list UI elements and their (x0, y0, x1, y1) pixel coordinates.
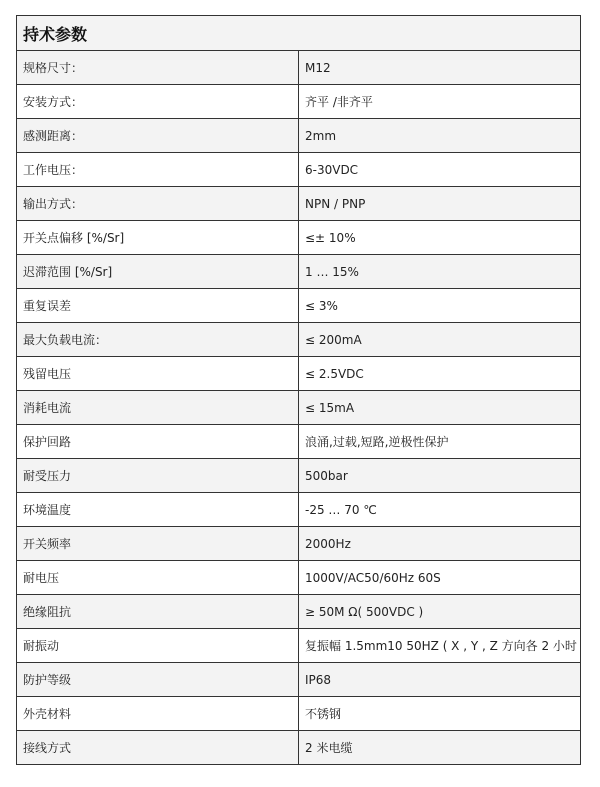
table-row (17, 119, 581, 153)
row-label: 输出方式： (17, 187, 299, 221)
row-value: ≤ 2.5VDC (299, 357, 581, 391)
table-row (17, 527, 581, 561)
row-value: ≤ 3% (299, 289, 581, 323)
table-row (17, 357, 581, 391)
row-label: 残留电压 (17, 357, 299, 391)
table-header-row (17, 16, 581, 51)
table-row (17, 85, 581, 119)
row-value: 2mm (299, 119, 581, 153)
spec-table (16, 15, 581, 765)
row-label: 最大负载电流： (17, 323, 299, 357)
row-label: 环境温度 (17, 493, 299, 527)
row-label: 感测距离： (17, 119, 299, 153)
row-value: ≤ 200mA (299, 323, 581, 357)
row-value: 复振幅 1.5mm10 50HZ ( X , Y , Z 方向各 2 小时 (299, 629, 581, 663)
table-row (17, 255, 581, 289)
row-value: 不锈钢 (299, 697, 581, 731)
table-row (17, 697, 581, 731)
row-label: 工作电压： (17, 153, 299, 187)
row-value: ≤ 15mA (299, 391, 581, 425)
row-label: 耐电压 (17, 561, 299, 595)
table-title: 持术参数 (17, 16, 581, 51)
row-value: M12 (299, 51, 581, 85)
row-value: 2000Hz (299, 527, 581, 561)
row-value: ≤± 10% (299, 221, 581, 255)
row-value: ≥ 50M Ω( 500VDC ) (299, 595, 581, 629)
row-value: 2 米电缆 (299, 731, 581, 765)
row-value: 齐平 /非齐平 (299, 85, 581, 119)
row-label: 迟滞范围 [%/Sr] (17, 255, 299, 289)
row-value: NPN / PNP (299, 187, 581, 221)
row-value: IP68 (299, 663, 581, 697)
table-row (17, 425, 581, 459)
table-row (17, 187, 581, 221)
row-label: 外壳材料 (17, 697, 299, 731)
table-row (17, 561, 581, 595)
table-row (17, 493, 581, 527)
row-label: 开关点偏移 [%/Sr] (17, 221, 299, 255)
table-row (17, 51, 581, 85)
table-row (17, 663, 581, 697)
row-label: 防护等级 (17, 663, 299, 697)
row-label: 接线方式 (17, 731, 299, 765)
row-label: 开关频率 (17, 527, 299, 561)
table-row (17, 629, 581, 663)
row-value: -25 … 70 ℃ (299, 493, 581, 527)
row-label: 安装方式： (17, 85, 299, 119)
row-label: 耐受压力 (17, 459, 299, 493)
spec-table-body (17, 16, 581, 765)
row-value: 6-30VDC (299, 153, 581, 187)
row-value: 1 … 15% (299, 255, 581, 289)
row-label: 保护回路 (17, 425, 299, 459)
table-row (17, 459, 581, 493)
table-row (17, 595, 581, 629)
table-row (17, 153, 581, 187)
table-row (17, 323, 581, 357)
row-label: 重复误差 (17, 289, 299, 323)
row-label: 耐振动 (17, 629, 299, 663)
table-row (17, 731, 581, 765)
row-label: 规格尺寸： (17, 51, 299, 85)
row-value: 500bar (299, 459, 581, 493)
row-value: 1000V/AC50/60Hz 60S (299, 561, 581, 595)
row-value: 浪涌,过载,短路,逆极性保护 (299, 425, 581, 459)
table-row (17, 391, 581, 425)
row-label: 消耗电流 (17, 391, 299, 425)
table-row (17, 221, 581, 255)
table-row (17, 289, 581, 323)
row-label: 绝缘阻抗 (17, 595, 299, 629)
